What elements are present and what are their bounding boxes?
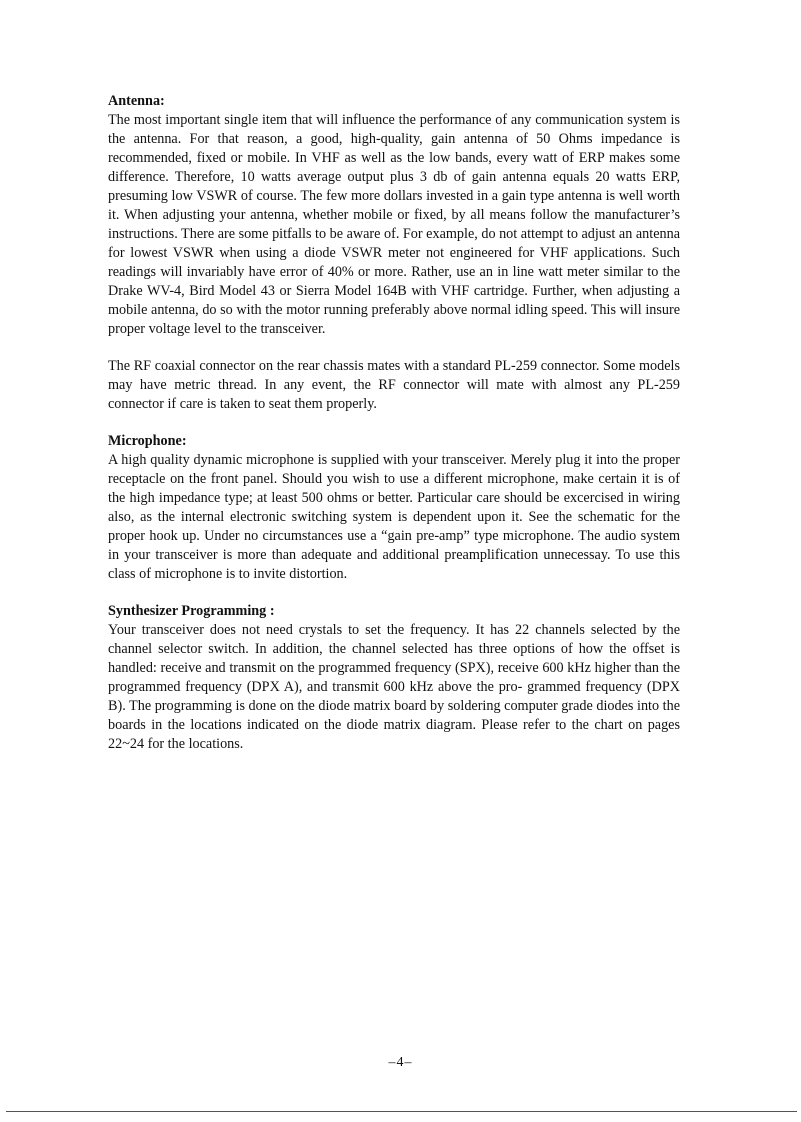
section-heading: Microphone: <box>108 433 187 449</box>
paragraph: Your transceiver does not need crystals to set the frequency. It has 22 channels selected by the channel selector switch. In addition, the channel selected has three options of how the offset is handled: receive and transmit on the programmed frequency (SPX), receive 600 kHz higher than the programmed frequency (DPX A), and transmit 600 kHz above the pro- grammed frequency (DPX B). The programming is done on the diode matrix board by soldering computer grade diodes into the boards in the locations indicated on the diode matrix diagram. Please refer to the chart on pages 22~24 for the locations. <box>108 622 680 752</box>
paragraph: The most important single item that will influence the performance of any communication system is the antenna. For that reason, a good, high-quality, gain antenna of 50 Ohms impedance is recommended, fixed or mobile. In VHF as well as the low bands, every watt of ERP makes some difference. Therefore, 10 watts average output plus 3 db of gain antenna equals 20 watts ERP, presuming low VSWR of course. The few more dollars invested in a gain type antenna is well worth it. When adjusting your antenna, whether mobile or fixed, by all means follow the manufacturer’s instructions. There are some pitfalls to be aware of. For example, do not attempt to adjust an antenna for lowest VSWR when using a diode VSWR meter not engineered for VHF applications. Such readings will invariably have error of 40% or more. Rather, use an in line watt meter similar to the Drake WV-4, Bird Model 43 or Sierra Model 164B with VHF cartridge. Further, when adjusting a mobile antenna, do so with the motor running preferably above normal idling speed. This will insure proper voltage level to the transceiver. <box>108 112 680 337</box>
page-content <box>108 92 680 772</box>
bottom-rule <box>6 1111 797 1112</box>
section-microphone <box>108 432 680 584</box>
section-heading: Synthesizer Programming : <box>108 603 275 619</box>
paragraph: The RF coaxial connector on the rear chassis mates with a standard PL-259 connector. Some models may have metric thread. In any event, the RF connector will mate with almost any PL-259 connector if care is taken to seat them properly. <box>108 358 680 412</box>
paragraph: A high quality dynamic microphone is supplied with your transceiver. Merely plug it into the proper receptacle on the front panel. Should you wish to use a different microphone, make certain it is of the high impedance type; at least 500 ohms or better. Particular care should be excercised in wiring also, as the internal electronic switching system is dependent upon it. See the schematic for the proper hook up. Under no circumstances use a “gain pre-amp” type microphone. The audio system in your transceiver is more than adequate and additional preamplification unnecessay. To use this class of microphone is to invite distortion. <box>108 452 680 582</box>
section-antenna <box>108 92 680 414</box>
page-number: –4– <box>388 1055 413 1070</box>
section-heading: Antenna: <box>108 93 165 109</box>
section-synthesizer-programming <box>108 602 680 754</box>
